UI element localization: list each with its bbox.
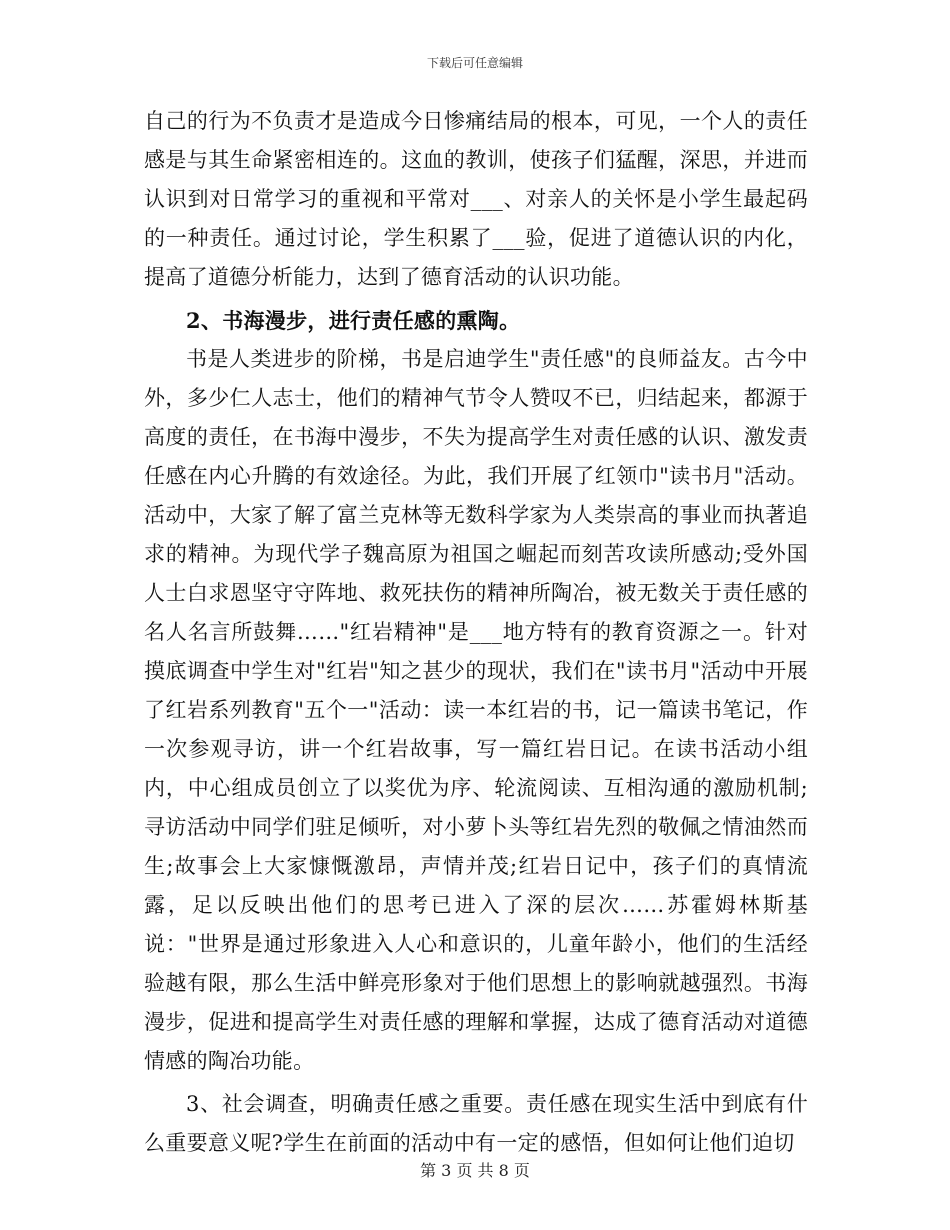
paragraph-1: 自己的行为不负责才是造成今日惨痛结局的根本，可见，一个人的责任感是与其生命紧密相连的。这血的教训，使孩子们猛醒，深思，并进而认识到对日常学习的重视和平常对___、对亲人的关怀是小学生最起码的一种责任。通过讨论，学生积累了___验，促进了道德认识的内化，提高了道德分析能力，达到了德育活动的认识功能。 xyxy=(144,109,808,289)
document-body xyxy=(144,102,808,1163)
section-heading-2: 2、书海漫步，进行责任感的熏陶。 xyxy=(186,308,521,333)
paragraph-2: 书是人类进步的阶梯，书是启迪学生"责任感"的良师益友。古今中外，多少仁人志士，他们的精神气节令人赞叹不已，归结起来，都源于高度的责任，在书海中漫步，不失为提高学生对责任感的认识、激发责任感在内心升腾的有效途径。为此，我们开展了红领巾"读书月"活动。活动中，大家了解了富兰克林等无数科学家为人类崇高的事业而执著追求的精神。为现代学子魏高原为祖国之崛起而刻苦攻读所感动;受外国人士白求恩坚守守阵地、救死扶伤的精神所陶冶，被无数关于责任感的名人名言所鼓舞……"红岩精神"是___地方特有的教育资源之一。针对摸底调查中学生对"红岩"知之甚少的现状，我们在"读书月"活动中开展了红岩系列教育"五个一"活动：读一本红岩的书，记一篇读书笔记，作一次参观寻访，讲一个红岩故事，写一篇红岩日记。在读书活动小组内，中心组成员创立了以奖优为序、轮流阅读、互相沟通的激励机制;寻访活动中同学们驻足倾听，对小萝卜头等红岩先烈的敬佩之情油然而生;故事会上大家慷慨激昂，声情并茂;红岩日记中，孩子们的真情流露，足以反映出他们的思考已进入了深的层次……苏霍姆林斯基说："世界是通过形象进入人心和意识的，儿童年龄小，他们的生活经验越有限，那么生活中鲜亮形象对于他们思想上的影响就越强烈。书海漫步，促进和提高学生对责任感的理解和掌握，达成了德育活动对道德情感的陶冶功能。 xyxy=(144,347,808,1073)
paragraph-3: 3、社会调查，明确责任感之重要。责任感在现实生活中到底有什么重要意义呢?学生在前面的活动中有一定的感悟，但如何让他们迫切 xyxy=(144,1092,808,1155)
page-header: 下载后可任意编辑 xyxy=(426,56,523,70)
page-number: 第 3 页 共 8 页 xyxy=(420,1161,530,1180)
